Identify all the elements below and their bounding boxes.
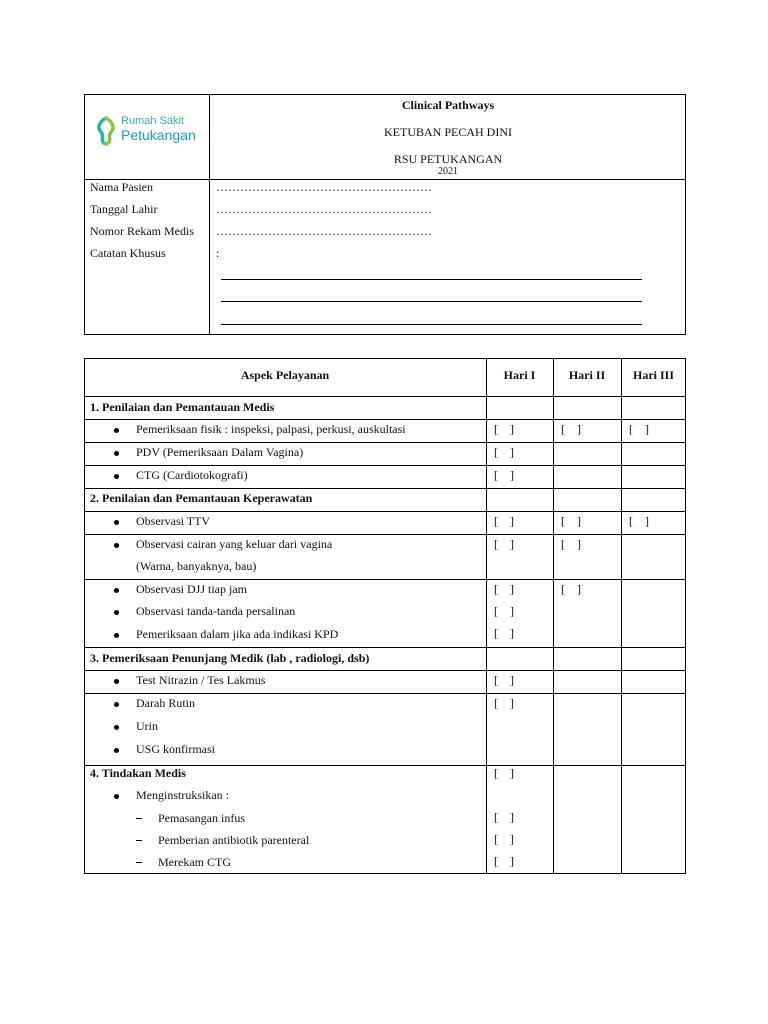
- col-header-day1: Hari I: [503, 368, 536, 382]
- patient-mrn-label: Nomor Rekam Medis: [90, 224, 194, 238]
- s2-i3-day2-checkbox[interactable]: [ ]: [561, 582, 581, 596]
- s1-i1-day3-checkbox[interactable]: [ ]: [629, 422, 649, 436]
- s2-i1-day1-checkbox[interactable]: [ ]: [494, 514, 514, 528]
- row-divider: [84, 442, 686, 443]
- hospital-logo: [93, 114, 203, 148]
- s1-item-1: Pemeriksaan fisik : inspeksi, palpasi, perkusi, auskultasi: [136, 422, 406, 436]
- s3-item-4: USG konfirmasi: [136, 742, 215, 756]
- s4-d2-day1-checkbox[interactable]: [ ]: [494, 832, 514, 846]
- patient-mrn-field[interactable]: ………………………………………………: [216, 224, 432, 238]
- patient-name-field[interactable]: ………………………………………………: [216, 180, 432, 194]
- s3-i1-day1-checkbox[interactable]: [ ]: [494, 673, 514, 687]
- s2-i2-day2-checkbox[interactable]: [ ]: [561, 537, 581, 551]
- notes-line-3[interactable]: [221, 324, 642, 325]
- s2-i3-day1-checkbox[interactable]: [ ]: [494, 582, 514, 596]
- s2-item-2-detail: (Warna, banyaknya, bau): [136, 559, 257, 573]
- s3-item-1: Test Nitrazin / Tes Lakmus: [136, 673, 266, 687]
- col-divider-3: [621, 358, 622, 874]
- row-divider: [84, 579, 686, 580]
- col-divider-2: [553, 358, 554, 874]
- s1-i1-day1-checkbox[interactable]: [ ]: [494, 422, 514, 436]
- dash-icon: [136, 840, 142, 841]
- patient-dob-label: Tanggal Lahir: [90, 202, 158, 216]
- s1-item-3: CTG (Cardiotokografi): [136, 468, 248, 482]
- row-divider: [84, 693, 686, 694]
- s2-i4-day1-checkbox[interactable]: [ ]: [494, 604, 514, 618]
- bullet-icon: [114, 474, 119, 479]
- bullet-icon: [114, 588, 119, 593]
- s2-item-4: Observasi tanda-tanda persalinan: [136, 604, 296, 618]
- notes-line-2[interactable]: [221, 301, 642, 302]
- doc-year: 2021: [438, 166, 458, 177]
- logo-text-line1: Rumah Sakit: [121, 115, 184, 127]
- s2-item-5: Pemeriksaan dalam jika ada indikasi KPD: [136, 627, 339, 641]
- s4-item-1: Menginstruksikan :: [136, 788, 229, 802]
- bullet-icon: [114, 610, 119, 615]
- patient-dob-field[interactable]: ………………………………………………: [216, 202, 432, 216]
- row-divider: [84, 419, 686, 420]
- s1-i1-day2-checkbox[interactable]: [ ]: [561, 422, 581, 436]
- s1-item-2: PDV (Pemeriksaan Dalam Vagina): [136, 445, 304, 459]
- section-1-title: 1. Penilaian dan Pemantauan Medis: [90, 400, 275, 414]
- doc-subtitle: KETUBAN PECAH DINI: [384, 125, 512, 139]
- s3-item-3: Urin: [136, 719, 158, 733]
- bullet-icon: [114, 702, 119, 707]
- col-divider-1: [486, 358, 487, 874]
- bullet-icon: [114, 725, 119, 730]
- row-divider: [84, 511, 686, 512]
- s1-i3-day1-checkbox[interactable]: [ ]: [494, 468, 514, 482]
- s2-item-3: Observasi DJJ tiap jam: [136, 582, 247, 596]
- dash-icon: [136, 862, 142, 863]
- row-divider: [84, 534, 686, 535]
- row-divider: [84, 465, 686, 466]
- s4-d3-day1-checkbox[interactable]: [ ]: [494, 854, 514, 868]
- s2-item-2: Observasi cairan yang keluar dari vagina: [136, 537, 333, 551]
- s2-i5-day1-checkbox[interactable]: [ ]: [494, 626, 514, 640]
- section-4-title: 4. Tindakan Medis: [90, 766, 186, 780]
- s4-subitem-2: Pemberian antibiotik parenteral: [158, 833, 310, 847]
- bullet-icon: [114, 543, 119, 548]
- s2-i1-day3-checkbox[interactable]: [ ]: [629, 514, 649, 528]
- patient-notes-label: Catatan Khusus: [90, 246, 166, 260]
- doc-title: Clinical Pathways: [401, 98, 495, 112]
- row-divider: [84, 488, 686, 489]
- hospital-name: RSU PETUKANGAN: [393, 152, 503, 166]
- s2-item-1: Observasi TTV: [136, 514, 211, 528]
- bullet-icon: [114, 794, 119, 799]
- notes-line-1[interactable]: [221, 279, 642, 280]
- row-divider: [84, 396, 686, 397]
- s4-day1-checkbox[interactable]: [ ]: [494, 766, 514, 780]
- s4-subitem-3: Merekam CTG: [158, 855, 231, 869]
- s4-subitem-1: Pemasangan infus: [158, 811, 245, 825]
- section-2-title: 2. Penilaian dan Pemantauan Keperawatan: [90, 491, 313, 505]
- s2-i1-day2-checkbox[interactable]: [ ]: [561, 514, 581, 528]
- s3-item-2: Darah Rutin: [136, 696, 195, 710]
- col-header-day2: Hari II: [568, 368, 606, 382]
- s1-i2-day1-checkbox[interactable]: [ ]: [494, 445, 514, 459]
- logo-text-line2: Petukangan: [121, 127, 196, 143]
- s2-i2-day1-checkbox[interactable]: [ ]: [494, 537, 514, 551]
- bullet-icon: [114, 520, 119, 525]
- patient-notes-colon: :: [216, 246, 220, 260]
- bullet-icon: [114, 633, 119, 638]
- bullet-icon: [114, 748, 119, 753]
- col-header-aspect: Aspek Pelayanan: [240, 368, 330, 382]
- row-divider: [84, 647, 686, 648]
- patient-name-label: Nama Pasien: [90, 180, 153, 194]
- s4-d1-day1-checkbox[interactable]: [ ]: [494, 810, 514, 824]
- bullet-icon: [114, 451, 119, 456]
- dash-icon: [136, 818, 142, 819]
- logo-mark-icon: [93, 116, 119, 146]
- bullet-icon: [114, 428, 119, 433]
- row-divider: [84, 670, 686, 671]
- s3-i2-day1-checkbox[interactable]: [ ]: [494, 696, 514, 710]
- bullet-icon: [114, 679, 119, 684]
- section-3-title: 3. Pemeriksaan Penunjang Medik (lab , radiologi, dsb): [90, 651, 370, 665]
- col-header-day3: Hari III: [632, 368, 674, 382]
